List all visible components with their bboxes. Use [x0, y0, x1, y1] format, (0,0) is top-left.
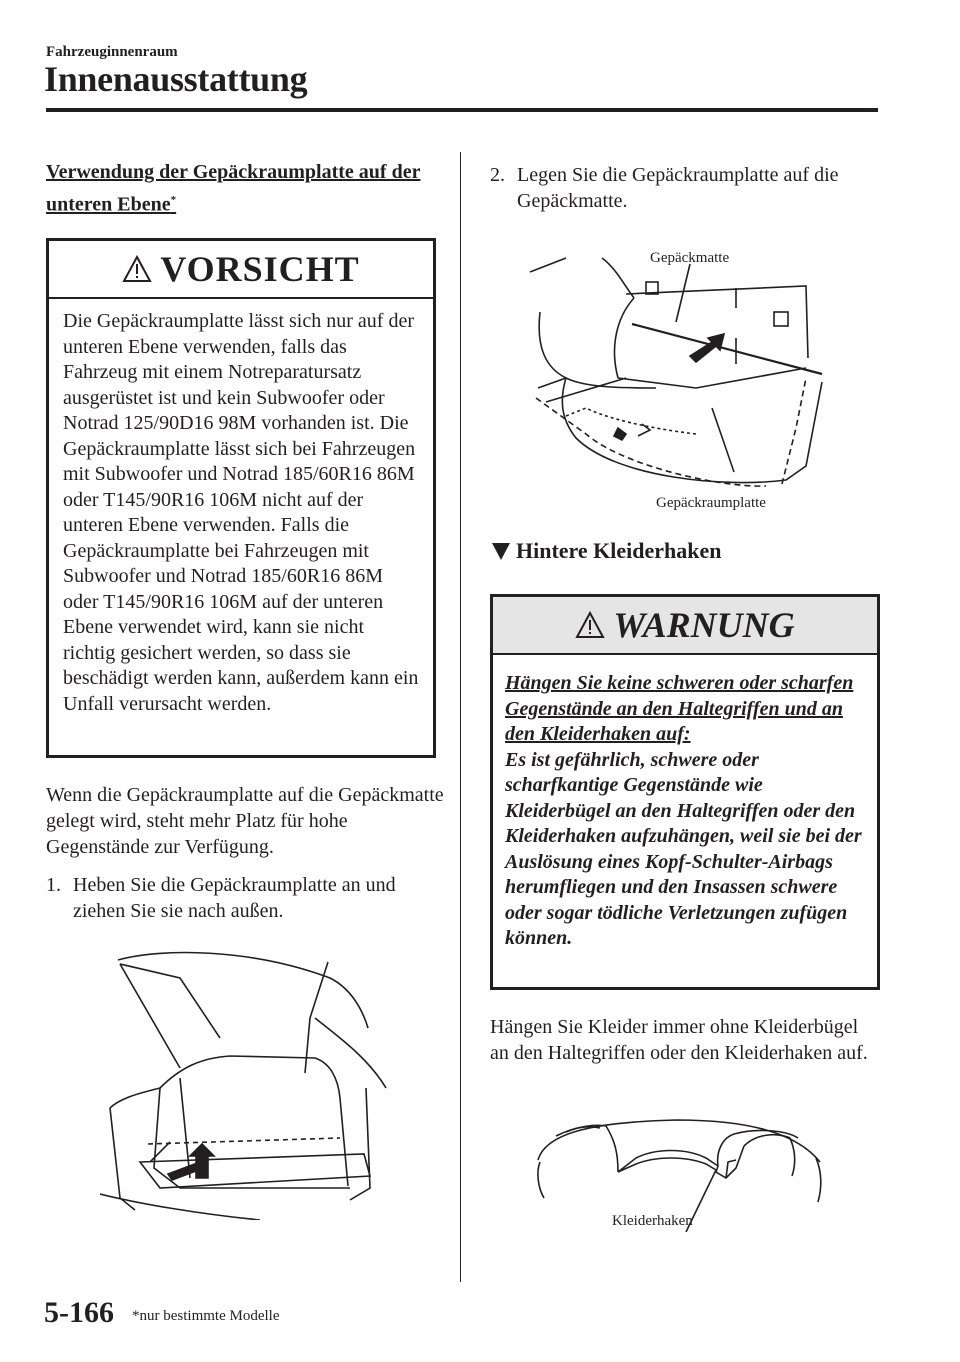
body-paragraph: Wenn die Gepäckraumplatte auf die Gepäckmatte gelegt wird, steht mehr Platz für hohe Gegenstände zur Verfügung. [46, 784, 444, 858]
luggage-board-illustration [526, 248, 832, 518]
footnote-marker: * [170, 194, 177, 206]
caution-text: Die Gepäckraumplatte lässt sich nur auf der unteren Ebene verwenden, falls das Fahrzeug mit einem Notreparatursatz ausgerüstet ist und kein Subwoofer oder Notrad 125/90D16 98M vorhanden ist. Die Gepäckraumplatte lässt sich bei Fahrzeugen mit Subwoofer und Notrad 185/60R16 86M oder T145/90R16 106M nicht auf der unteren Ebene verwenden. Falls die Gepäckraumplatte bei Fahrzeugen mit Subwoofer und Notrad 185/60R16 86M oder T145/90R16 106M auf der unteren Ebene verwendet wird, kann sie nicht richtig gesichert werden, so dass sie beschädigt werden kann, außerdem kann ein Unfall verursacht werden. [63, 310, 419, 715]
section-label: Fahrzeuginnenraum [46, 44, 178, 60]
label-luggage-board: Gepäckraumplatte [656, 495, 766, 511]
warning-header [493, 597, 877, 655]
step-number: 2. [490, 164, 505, 186]
column-divider [460, 152, 461, 1282]
step-1 [46, 872, 446, 924]
title-rule [46, 108, 878, 112]
caution-header [49, 241, 433, 299]
trunk-lift-illustration [100, 948, 390, 1220]
step-text: Legen Sie die Gepäckraumplatte auf die Gepäckmatte. [517, 164, 839, 212]
warning-box [490, 594, 880, 990]
step-text: Heben Sie die Gepäckraumplatte an und ziehen Sie sie nach außen. [73, 874, 396, 922]
caution-box [46, 238, 436, 758]
page-title: Innenausstattung [44, 59, 308, 99]
page-number: 5-166 [44, 1296, 114, 1329]
label-clothes-hook: Kleiderhaken [612, 1213, 693, 1229]
warning-triangle-icon [575, 611, 605, 639]
subsection-heading: Verwendung der Gepäckraumplatte auf der unteren Ebene* [46, 161, 421, 216]
section-heading [492, 538, 722, 564]
warning-triangle-icon [122, 255, 152, 283]
step-2 [490, 162, 870, 214]
step-number: 1. [46, 874, 61, 896]
footnote: *nur bestimmte Modelle [132, 1308, 280, 1324]
triangle-marker-icon [492, 543, 510, 560]
section-heading-text: Hintere Kleiderhaken [516, 538, 722, 563]
body-paragraph-right: Hängen Sie Kleider immer ohne Kleiderbügel an den Haltegriffen oder den Kleiderhaken auf. [490, 1016, 868, 1064]
warning-body [493, 655, 877, 952]
warning-lead: Hängen Sie keine schweren oder scharfen Gegenstände an den Haltegriffen und an den Kleiderhaken auf: [505, 672, 854, 745]
label-luggage-mat: Gepäckmatte [650, 250, 730, 266]
warning-text: Es ist gefährlich, schwere oder scharfkantige Gegenstände wie Kleiderbügel an den Haltegriffen oder den Kleiderhaken aufzuhängen, weil sie bei der Auslösung eines Kopf-Schulter-Airbags herumfliegen und den Insassen schwere oder sogar tödliche Verletzungen zufügen können. [505, 748, 862, 949]
warning-title: WARNUNG [613, 605, 795, 645]
caution-title: VORSICHT [160, 249, 360, 289]
